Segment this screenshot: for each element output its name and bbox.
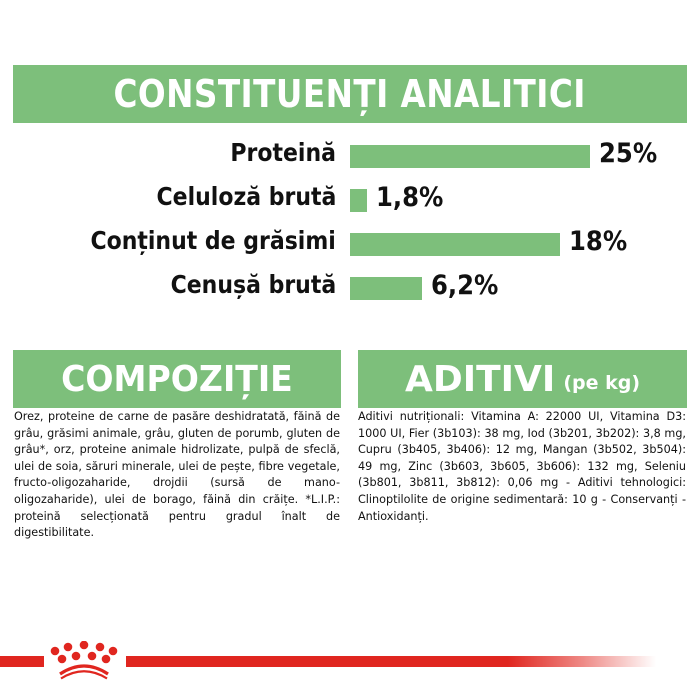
bar (350, 189, 367, 212)
row-value: 1,8% (376, 182, 444, 213)
chart-row-fiber (0, 182, 700, 216)
bar (350, 233, 560, 256)
chart-row-fat (0, 226, 700, 260)
additives-subtitle: (pe kg) (563, 372, 641, 394)
additives-text: Aditivi nutriționali: Vitamina A: 22000 UI, Vitamina D3: 1000 UI, Fier (3b103): 38 mg, Iod (3b201, 3b202): 3,8 mg, Cupru (3b405, 3b406): 12 mg, Mangan (3b502, 3b504): 49 mg, Zinc (3b603, 3b605, 3b606): 132 mg, Seleniu (3b801, 3b811, 3b812): 0,06 mg - Aditivi tehnologici: Clinoptilolite de origine sedimentară: 10 g - Conservanți - Antioxidanți. (358, 410, 686, 523)
bar (350, 145, 590, 168)
chart-row-ash (0, 270, 700, 304)
composition-title: COMPOZIȚIE (61, 358, 293, 400)
composition-text: Orez, proteine de carne de pasăre deshidratată, făină de grâu, grăsimi animale, grâu, gluten de porumb, gluten de grâu*, orz, proteine animale hidrolizate, pulpă de sfeclă, ulei de soia, săruri minerale, ulei de pește, fibre vegetale, fructo-oligozaharide, drojdii (sursă de mano-oligozaharide), ulei de borago, făină din crăițe. *L.I.P.: proteină selecționată pentru gradul înalt de digestibilitate. (14, 410, 340, 540)
row-label: Cenușă brută (170, 270, 336, 299)
row-label: Conținut de grăsimi (90, 226, 336, 255)
row-label: Celuloză brută (156, 182, 336, 211)
row-value: 25% (599, 138, 658, 169)
footer-line-left (0, 656, 44, 667)
chart-row-protein (0, 138, 700, 172)
analytic-constituents-title: CONSTITUENȚI ANALITICI (113, 72, 587, 116)
additives-banner (358, 350, 687, 408)
row-value: 18% (569, 226, 628, 257)
additives-title: ADITIVI (404, 358, 556, 400)
composition-banner (13, 350, 341, 408)
row-label: Proteină (230, 138, 336, 167)
row-value: 6,2% (431, 270, 499, 301)
bar (350, 277, 422, 300)
analytic-constituents-banner (13, 65, 687, 123)
crown-icon (48, 641, 120, 681)
footer-line-right (126, 656, 656, 667)
